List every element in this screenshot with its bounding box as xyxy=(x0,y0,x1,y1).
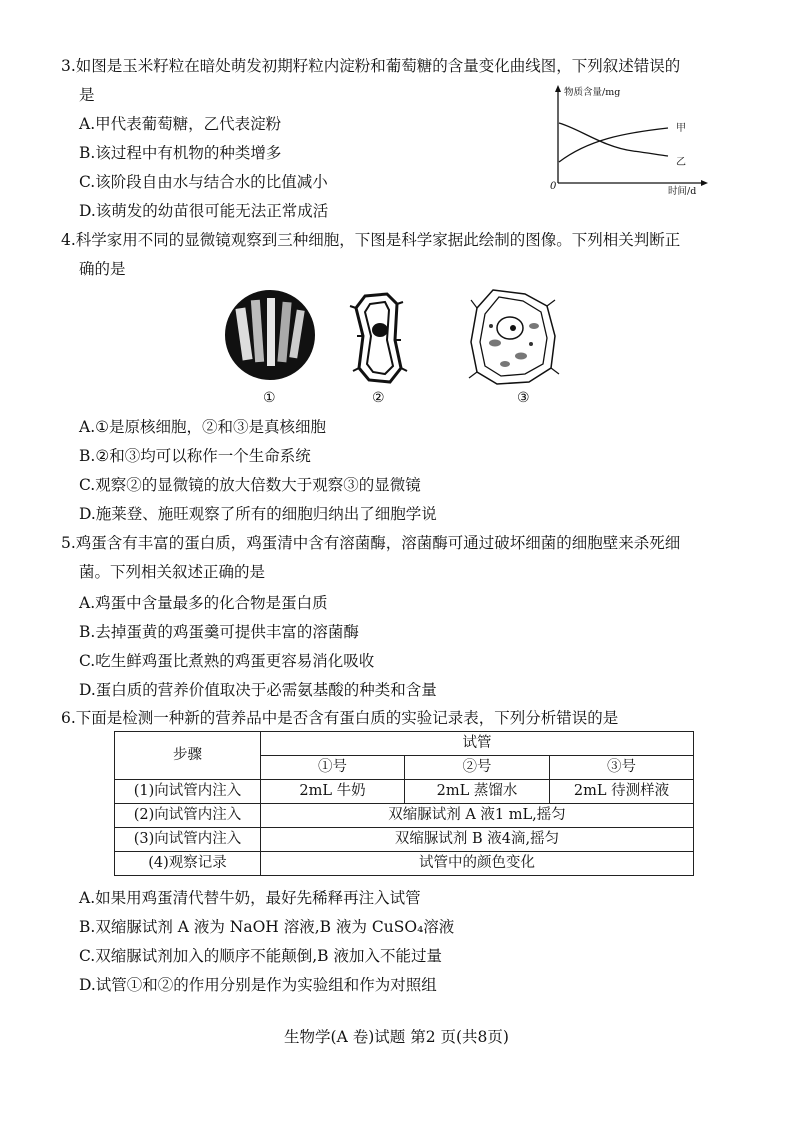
table-row xyxy=(115,828,694,852)
tube-2: ②号 xyxy=(405,756,550,780)
row3-merged: 双缩脲试剂 B 液4滴,摇匀 xyxy=(261,828,694,852)
chart-x-arrow xyxy=(701,180,708,186)
q5-option-d: D.蛋白质的营养价值取决于必需氨基酸的种类和含量 xyxy=(79,681,437,699)
q6-experiment-table xyxy=(114,731,694,876)
cell-1-label: ① xyxy=(263,390,276,406)
q5-option-c: C.吃生鲜鸡蛋比煮熟的鸡蛋更容易消化吸收 xyxy=(79,652,375,670)
q6-option-a: A.如果用鸡蛋清代替牛奶，最好先稀释再注入试管 xyxy=(79,889,421,907)
q3-option-d: D.该萌发的幼苗很可能无法正常成活 xyxy=(79,202,329,220)
q5-stem-line2: 菌。下列相关叙述正确的是 xyxy=(79,563,266,581)
q4-stem-line2: 确的是 xyxy=(79,260,126,278)
row4-merged: 试管中的颜色变化 xyxy=(261,852,694,876)
table-row xyxy=(115,780,694,804)
header-step: 步骤 xyxy=(115,732,261,780)
curve-yi-label: 乙 xyxy=(676,157,686,168)
cell-3-drawing xyxy=(469,290,559,384)
q3-stem-line1: 3.如图是玉米籽粒在暗处萌发初期籽粒内淀粉和葡萄糖的含量变化曲线图，下列叙述错误的 xyxy=(61,57,681,75)
q5-stem-line1: 5.鸡蛋含有丰富的蛋白质，鸡蛋清中含有溶菌酶，溶菌酶可通过破坏细菌的细胞壁来杀死细 xyxy=(61,534,681,552)
cell-3-label: ③ xyxy=(517,390,530,406)
q3-option-a: A.甲代表葡萄糖，乙代表淀粉 xyxy=(79,115,282,133)
row1-tube3: 2mL 待测样液 xyxy=(550,780,694,804)
row4-step: (4)观察记录 xyxy=(115,852,261,876)
row2-merged: 双缩脲试剂 A 液1 mL,摇匀 xyxy=(261,804,694,828)
q4-cell-figure xyxy=(225,288,570,406)
table-row xyxy=(115,804,694,828)
q5-option-a: A.鸡蛋中含量最多的化合物是蛋白质 xyxy=(79,594,328,612)
row2-step: (2)向试管内注入 xyxy=(115,804,261,828)
q4-stem-line1: 4.科学家用不同的显微镜观察到三种细胞，下图是科学家据此绘制的图像。下列相关判断正 xyxy=(61,231,681,249)
q3-content-curve-chart xyxy=(548,85,708,195)
curve-jia xyxy=(559,128,668,162)
chart-y-arrow xyxy=(555,85,561,92)
table-header-row xyxy=(115,732,694,756)
tube-3: ③号 xyxy=(550,756,694,780)
q6-option-b: B.双缩脲试剂 A 液为 NaOH 溶液,B 液为 CuSO₄溶液 xyxy=(79,918,455,936)
q6-stem: 6.下面是检测一种新的营养品中是否含有蛋白质的实验记录表，下列分析错误的是 xyxy=(61,709,619,727)
page-footer: 生物学(A 卷)试题 第2 页(共8页) xyxy=(284,1028,509,1046)
chart-x-label: 时间/d xyxy=(668,186,697,195)
q4-option-c: C.观察②的显微镜的放大倍数大于观察③的显微镜 xyxy=(79,476,421,494)
q4-option-a: A.①是原核细胞，②和③是真核细胞 xyxy=(79,418,327,436)
cell-2-drawing xyxy=(350,294,407,382)
q3-option-b: B.该过程中有机物的种类增多 xyxy=(79,144,282,162)
row1-tube1: 2mL 牛奶 xyxy=(261,780,405,804)
chart-y-label: 物质含量/mg xyxy=(564,87,621,98)
q5-option-b: B.去掉蛋黄的鸡蛋羹可提供丰富的溶菌酶 xyxy=(79,623,359,641)
q6-option-d: D.试管①和②的作用分别是作为实验组和作为对照组 xyxy=(79,976,437,994)
row1-step: (1)向试管内注入 xyxy=(115,780,261,804)
cell-2-label: ② xyxy=(372,390,385,406)
tube-1: ①号 xyxy=(261,756,405,780)
cell-1-micrograph xyxy=(226,291,314,379)
q6-option-c: C.双缩脲试剂加入的顺序不能颠倒,B 液加入不能过量 xyxy=(79,947,442,965)
q4-option-d: D.施莱登、施旺观察了所有的细胞归纳出了细胞学说 xyxy=(79,505,437,523)
q3-option-c: C.该阶段自由水与结合水的比值减小 xyxy=(79,173,328,191)
table-row xyxy=(115,852,694,876)
chart-origin-label: 0 xyxy=(550,181,557,192)
q4-option-b: B.②和③均可以称作一个生命系统 xyxy=(79,447,311,465)
header-tube: 试管 xyxy=(261,732,694,756)
q3-stem-line2: 是 xyxy=(79,86,95,104)
row1-tube2: 2mL 蒸馏水 xyxy=(405,780,550,804)
curve-jia-label: 甲 xyxy=(676,123,686,134)
row3-step: (3)向试管内注入 xyxy=(115,828,261,852)
